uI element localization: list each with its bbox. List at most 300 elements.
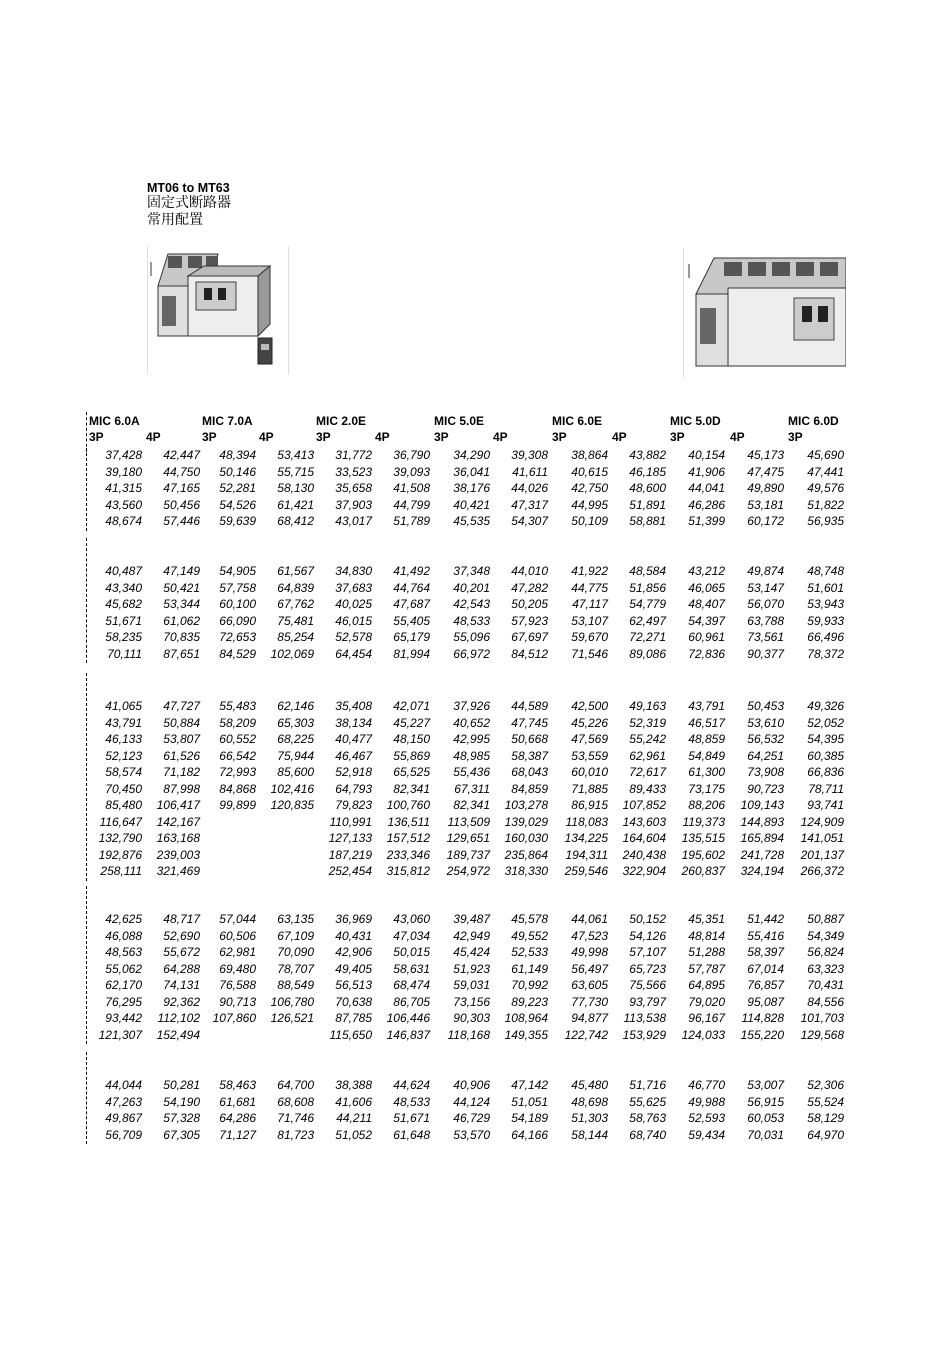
price-cell: 241,728 [740, 847, 784, 862]
price-cell: 189,737 [446, 847, 490, 862]
price-cell: 53,007 [747, 1078, 784, 1092]
price-cell: 65,723 [629, 961, 666, 976]
price-cell: 57,787 [688, 961, 725, 976]
price-cell: 57,328 [163, 1111, 200, 1125]
price-cell: 42,625 [105, 912, 142, 926]
price-cell: 71,546 [571, 646, 608, 661]
pole-header: 3P [434, 430, 449, 444]
price-cell: 63,135 [277, 912, 314, 926]
price-cell: 81,994 [393, 646, 430, 661]
price-cell: 114,828 [741, 1011, 784, 1025]
price-cell: 55,242 [629, 732, 666, 746]
price-cell: 50,456 [163, 497, 200, 512]
price-cell: 54,126 [629, 928, 666, 943]
price-cell: 76,588 [219, 978, 256, 992]
price-cell: 66,972 [453, 646, 490, 661]
price-cell: 52,319 [629, 715, 666, 730]
price-cell: 88,206 [688, 798, 725, 812]
price-cell: 118,168 [447, 1027, 490, 1042]
price-cell: 55,062 [105, 961, 142, 976]
price-cell: 73,175 [688, 781, 725, 796]
price-cell: 61,421 [277, 497, 314, 512]
price-cell: 41,492 [393, 564, 430, 578]
price-cell: 39,093 [393, 464, 430, 479]
price-cell: 34,290 [453, 448, 490, 462]
price-cell: 70,431 [807, 978, 844, 992]
price-cell: 58,574 [105, 765, 142, 779]
price-cell: 118,083 [565, 814, 608, 829]
price-cell: 90,303 [453, 1011, 490, 1025]
price-cell: 57,923 [511, 613, 548, 628]
price-cell: 52,533 [511, 945, 548, 959]
price-cell: 53,107 [571, 613, 608, 628]
price-cell: 106,446 [386, 1011, 430, 1025]
price-cell: 132,790 [98, 831, 142, 845]
price-cell: 44,026 [511, 481, 548, 495]
price-cell: 153,929 [622, 1027, 666, 1042]
price-cell: 47,117 [572, 597, 608, 611]
price-cell: 47,727 [163, 699, 200, 713]
price-cell: 44,775 [571, 580, 608, 595]
price-cell: 194,311 [565, 847, 608, 862]
price-cell: 68,412 [277, 514, 314, 528]
price-cell: 82,341 [453, 798, 490, 812]
price-cell: 60,552 [219, 732, 256, 746]
price-cell: 51,789 [393, 514, 430, 528]
price-cell: 57,446 [163, 514, 200, 528]
price-cell: 55,625 [629, 1094, 666, 1109]
price-cell: 49,163 [629, 699, 666, 713]
pole-header: 3P [316, 430, 331, 444]
price-cell: 155,220 [740, 1027, 784, 1042]
price-cell: 50,887 [807, 912, 844, 926]
price-cell: 42,750 [571, 481, 608, 495]
price-cell: 45,351 [688, 912, 725, 926]
price-cell: 48,394 [219, 448, 256, 462]
price-cell: 72,836 [688, 646, 725, 661]
price-cell: 43,791 [688, 699, 725, 713]
price-cell: 56,935 [807, 514, 844, 528]
price-cell: 70,090 [277, 945, 314, 959]
price-cell: 45,226 [571, 715, 608, 730]
price-cell: 54,190 [163, 1094, 200, 1109]
price-cell: 37,903 [335, 497, 372, 512]
price-cell: 127,133 [328, 831, 372, 845]
price-cell: 51,716 [629, 1078, 666, 1092]
price-cell: 48,814 [688, 928, 725, 943]
price-cell: 46,517 [688, 715, 725, 730]
price-cell: 31,772 [335, 448, 372, 462]
price-cell: 62,981 [219, 945, 256, 959]
price-cell: 70,111 [107, 646, 142, 661]
price-cell: 47,282 [511, 580, 548, 595]
price-cell: 44,995 [571, 497, 608, 512]
price-cell: 79,020 [688, 994, 725, 1009]
price-cell: 89,223 [511, 994, 548, 1009]
price-cell: 44,589 [511, 699, 548, 713]
price-cell: 84,529 [219, 646, 256, 661]
price-cell: 58,144 [571, 1127, 608, 1142]
price-cell: 61,062 [163, 613, 200, 628]
price-cell: 50,152 [629, 912, 666, 926]
price-cell: 46,467 [335, 748, 372, 763]
price-cell: 46,015 [335, 613, 372, 628]
price-cell: 48,985 [453, 748, 490, 763]
price-cell: 35,408 [335, 699, 372, 713]
price-cell: 51,856 [629, 580, 666, 595]
pole-header: 4P [146, 430, 161, 444]
price-cell: 53,181 [747, 497, 784, 512]
price-cell: 101,703 [800, 1011, 844, 1025]
price-cell: 58,881 [629, 514, 666, 528]
column-header: MIC 6.0D [788, 414, 839, 428]
price-cell: 56,915 [747, 1094, 784, 1109]
price-cell: 99,899 [219, 798, 256, 812]
price-cell: 59,933 [807, 613, 844, 628]
price-cell: 73,908 [747, 765, 784, 779]
price-cell: 72,271 [629, 630, 666, 644]
pole-header: 4P [612, 430, 627, 444]
price-cell: 57,758 [219, 580, 256, 595]
price-cell: 40,652 [453, 715, 490, 730]
price-cell: 61,567 [277, 564, 314, 578]
price-cell: 41,065 [105, 699, 142, 713]
price-cell: 53,610 [747, 715, 784, 730]
price-cell: 60,010 [571, 765, 608, 779]
price-cell: 56,497 [571, 961, 608, 976]
column-header: MIC 5.0E [434, 414, 485, 428]
price-cell: 48,717 [163, 912, 200, 926]
price-cell: 135,515 [681, 831, 725, 845]
price-cell: 73,156 [453, 994, 490, 1009]
price-cell: 50,421 [163, 580, 200, 595]
price-cell: 45,578 [511, 912, 548, 926]
price-cell: 56,513 [335, 978, 372, 992]
price-cell: 252,454 [328, 864, 372, 878]
price-cell: 37,926 [453, 699, 490, 713]
price-cell: 87,785 [335, 1011, 372, 1025]
price-cell: 52,690 [163, 928, 200, 943]
price-cell: 50,281 [163, 1078, 200, 1092]
price-cell: 47,165 [163, 481, 200, 495]
price-cell: 87,998 [163, 781, 200, 796]
price-cell: 89,086 [629, 646, 666, 661]
price-cell: 260,837 [681, 864, 725, 878]
price-cell: 143,603 [622, 814, 666, 829]
price-cell: 35,658 [335, 481, 372, 495]
price-cell: 42,543 [453, 597, 490, 611]
price-cell: 53,344 [163, 597, 200, 611]
price-cell: 71,127 [219, 1127, 256, 1142]
price-cell: 74,131 [163, 978, 200, 992]
price-cell: 47,745 [511, 715, 548, 730]
price-cell: 44,010 [511, 564, 548, 578]
price-cell: 64,166 [511, 1127, 548, 1142]
price-cell: 44,211 [336, 1111, 372, 1125]
price-cell: 55,436 [453, 765, 490, 779]
price-cell: 34,830 [335, 564, 372, 578]
price-cell: 53,559 [571, 748, 608, 763]
price-cell: 110,991 [329, 814, 372, 829]
price-cell: 66,090 [219, 613, 256, 628]
price-cell: 90,377 [747, 646, 784, 661]
price-cell: 47,263 [105, 1094, 142, 1109]
price-cell: 67,697 [511, 630, 548, 644]
price-cell: 49,874 [747, 564, 784, 578]
price-cell: 37,428 [105, 448, 142, 462]
price-cell: 58,129 [807, 1111, 844, 1125]
price-cell: 55,405 [393, 613, 430, 628]
price-cell: 52,306 [807, 1078, 844, 1092]
price-cell: 40,906 [453, 1078, 490, 1092]
pole-header: 3P [788, 430, 803, 444]
price-cell: 67,014 [747, 961, 784, 976]
price-cell: 48,407 [688, 597, 725, 611]
price-cell: 76,857 [747, 978, 784, 992]
price-cell: 106,780 [270, 994, 314, 1009]
price-cell: 233,346 [386, 847, 430, 862]
left-rule [86, 412, 87, 452]
breaker-4p-photo [683, 248, 846, 378]
price-cell: 90,713 [219, 994, 256, 1009]
price-cell: 42,071 [393, 699, 430, 713]
price-cell: 54,849 [688, 748, 725, 763]
price-cell: 103,278 [504, 798, 548, 812]
price-cell: 86,705 [393, 994, 430, 1009]
price-cell: 192,876 [98, 847, 142, 862]
price-cell: 53,807 [163, 732, 200, 746]
price-cell: 45,424 [453, 945, 490, 959]
price-cell: 63,605 [571, 978, 608, 992]
price-cell: 64,793 [335, 781, 372, 796]
column-header: MIC 5.0D [670, 414, 721, 428]
price-cell: 54,307 [511, 514, 548, 528]
price-cell: 59,639 [219, 514, 256, 528]
price-cell: 84,512 [511, 646, 548, 661]
price-cell: 56,709 [105, 1127, 142, 1142]
price-cell: 40,477 [335, 732, 372, 746]
price-cell: 93,797 [629, 994, 666, 1009]
price-cell: 50,453 [747, 699, 784, 713]
price-cell: 82,341 [393, 781, 430, 796]
price-cell: 40,154 [688, 448, 725, 462]
price-cell: 41,315 [105, 481, 142, 495]
price-cell: 59,434 [688, 1127, 725, 1142]
price-cell: 52,593 [688, 1111, 725, 1125]
price-cell: 40,421 [453, 497, 490, 512]
price-cell: 46,065 [688, 580, 725, 595]
price-cell: 67,305 [163, 1127, 200, 1142]
price-cell: 86,915 [571, 798, 608, 812]
price-cell: 95,087 [747, 994, 784, 1009]
price-cell: 68,608 [277, 1094, 314, 1109]
price-cell: 70,450 [105, 781, 142, 796]
price-cell: 60,172 [747, 514, 784, 528]
price-cell: 67,762 [277, 597, 314, 611]
pole-header: 3P [670, 430, 685, 444]
pole-header: 4P [493, 430, 508, 444]
price-cell: 40,487 [105, 564, 142, 578]
price-cell: 48,533 [393, 1094, 430, 1109]
price-cell: 85,600 [277, 765, 314, 779]
price-cell: 112,102 [157, 1011, 200, 1025]
price-cell: 57,044 [219, 912, 256, 926]
price-cell: 73,561 [747, 630, 784, 644]
price-cell: 55,416 [747, 928, 784, 943]
price-cell: 78,707 [277, 961, 314, 976]
price-cell: 50,668 [511, 732, 548, 746]
price-cell: 55,096 [453, 630, 490, 644]
price-cell: 72,993 [219, 765, 256, 779]
price-cell: 71,746 [277, 1111, 314, 1125]
price-cell: 69,480 [219, 961, 256, 976]
price-cell: 46,770 [688, 1078, 725, 1092]
price-cell: 107,860 [212, 1011, 256, 1025]
price-cell: 92,362 [163, 994, 200, 1009]
price-cell: 68,043 [511, 765, 548, 779]
price-cell: 65,179 [393, 630, 430, 644]
price-cell: 54,526 [219, 497, 256, 512]
price-cell: 41,922 [571, 564, 608, 578]
price-cell: 324,194 [740, 864, 784, 878]
price-cell: 108,964 [504, 1011, 548, 1025]
price-cell: 38,864 [571, 448, 608, 462]
price-cell: 64,288 [163, 961, 200, 976]
price-cell: 48,563 [105, 945, 142, 959]
price-cell: 64,286 [219, 1111, 256, 1125]
price-cell: 67,311 [454, 781, 490, 796]
price-cell: 46,729 [453, 1111, 490, 1125]
price-cell: 322,904 [622, 864, 666, 878]
price-cell: 43,017 [335, 514, 372, 528]
price-cell: 48,150 [393, 732, 430, 746]
price-cell: 84,868 [219, 781, 256, 796]
price-cell: 54,905 [219, 564, 256, 578]
price-cell: 45,480 [571, 1078, 608, 1092]
price-cell: 58,463 [219, 1078, 256, 1092]
column-header: MIC 7.0A [202, 414, 253, 428]
price-cell: 85,254 [277, 630, 314, 644]
price-cell: 259,546 [564, 864, 608, 878]
breaker-3p-photo [147, 246, 289, 374]
price-cell: 43,212 [688, 564, 725, 578]
price-cell: 56,532 [747, 732, 784, 746]
price-cell: 115,650 [329, 1027, 372, 1042]
price-cell: 50,109 [571, 514, 608, 528]
price-cell: 37,683 [335, 580, 372, 595]
price-cell: 64,970 [807, 1127, 844, 1142]
price-cell: 120,835 [270, 798, 314, 812]
price-cell: 58,397 [747, 945, 784, 959]
price-cell: 85,480 [105, 798, 142, 812]
price-cell: 157,512 [386, 831, 430, 845]
price-cell: 39,180 [105, 464, 142, 479]
price-cell: 55,483 [219, 699, 256, 713]
price-cell: 78,711 [808, 781, 844, 796]
price-cell: 47,142 [511, 1078, 548, 1092]
price-cell: 42,500 [571, 699, 608, 713]
price-cell: 51,442 [747, 912, 784, 926]
price-cell: 64,895 [688, 978, 725, 992]
pole-header: 4P [730, 430, 745, 444]
price-cell: 124,033 [681, 1027, 725, 1042]
price-cell: 84,859 [511, 781, 548, 796]
price-cell: 43,882 [629, 448, 666, 462]
subtitle-common-config: 常用配置 [147, 212, 203, 228]
price-cell: 77,730 [571, 994, 608, 1009]
price-cell: 146,837 [386, 1027, 430, 1042]
price-cell: 75,481 [277, 613, 314, 628]
price-cell: 81,723 [277, 1127, 314, 1142]
price-cell: 149,355 [504, 1027, 548, 1042]
price-cell: 134,225 [564, 831, 608, 845]
price-cell: 58,130 [277, 481, 314, 495]
price-cell: 315,812 [386, 864, 430, 878]
price-cell: 60,100 [219, 597, 256, 611]
price-cell: 63,788 [747, 613, 784, 628]
price-cell: 71,885 [571, 781, 608, 796]
price-cell: 165,894 [740, 831, 784, 845]
column-header: MIC 6.0E [552, 414, 603, 428]
price-cell: 48,674 [105, 514, 142, 528]
price-cell: 102,069 [270, 646, 314, 661]
price-cell: 67,109 [277, 928, 314, 943]
price-cell: 144,893 [740, 814, 784, 829]
price-cell: 58,763 [629, 1111, 666, 1125]
price-cell: 58,631 [393, 961, 430, 976]
price-cell: 56,824 [807, 945, 844, 959]
price-cell: 52,578 [335, 630, 372, 644]
price-cell: 66,542 [219, 748, 256, 763]
price-cell: 68,474 [393, 978, 430, 992]
price-cell: 318,330 [504, 864, 548, 878]
price-cell: 43,340 [105, 580, 142, 595]
price-cell: 107,852 [622, 798, 666, 812]
price-cell: 47,687 [393, 597, 430, 611]
price-cell: 40,615 [571, 464, 608, 479]
price-cell: 44,124 [453, 1094, 490, 1109]
price-cell: 40,025 [335, 597, 372, 611]
price-cell: 43,560 [105, 497, 142, 512]
price-cell: 136,511 [387, 814, 430, 829]
price-cell: 64,454 [335, 646, 372, 661]
price-cell: 48,600 [629, 481, 666, 495]
price-cell: 239,003 [156, 847, 200, 862]
price-cell: 43,791 [105, 715, 142, 730]
price-cell: 201,137 [800, 847, 844, 862]
price-cell: 119,373 [682, 814, 725, 829]
price-cell: 53,943 [807, 597, 844, 611]
price-cell: 187,219 [328, 847, 372, 862]
price-cell: 55,715 [277, 464, 314, 479]
price-cell: 46,286 [688, 497, 725, 512]
price-cell: 141,051 [800, 831, 844, 845]
price-cell: 47,034 [393, 928, 430, 943]
price-cell: 41,606 [335, 1094, 372, 1109]
pole-header: 3P [89, 430, 104, 444]
price-cell: 38,176 [453, 481, 490, 495]
price-cell: 164,604 [622, 831, 666, 845]
price-cell: 48,859 [688, 732, 725, 746]
price-cell: 44,044 [105, 1078, 142, 1092]
price-cell: 61,149 [511, 961, 548, 976]
price-cell: 50,205 [511, 597, 548, 611]
price-cell: 124,909 [800, 814, 844, 829]
price-cell: 44,764 [393, 580, 430, 595]
price-cell: 129,568 [800, 1027, 844, 1042]
price-cell: 64,839 [277, 580, 314, 595]
price-cell: 42,995 [453, 732, 490, 746]
